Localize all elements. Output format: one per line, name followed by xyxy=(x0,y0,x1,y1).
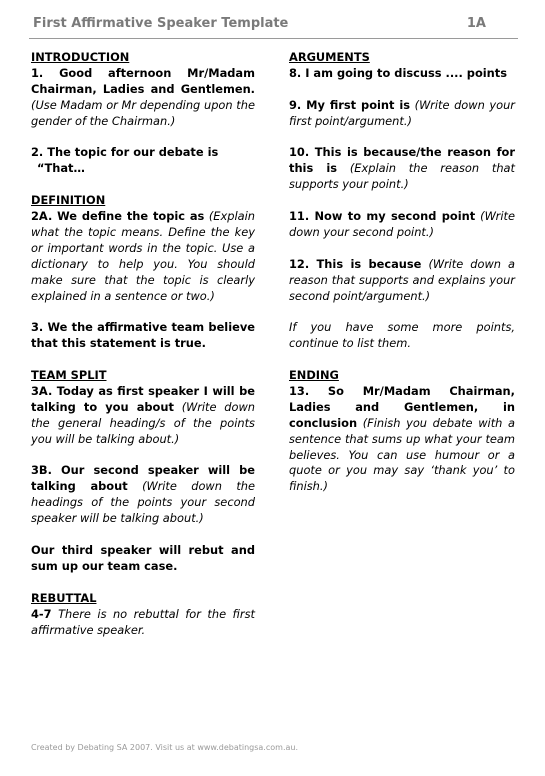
right-column xyxy=(289,50,515,511)
paragraph-item-3a xyxy=(31,384,255,448)
section-heading: DEFINITION xyxy=(31,193,106,208)
instruction-note: (Write down your first point/argument.) xyxy=(289,97,515,128)
section-introduction xyxy=(31,50,255,177)
paragraph-third-speaker xyxy=(31,543,255,575)
paragraph-item-8 xyxy=(289,66,515,82)
section-rebuttal xyxy=(31,591,255,639)
instruction-note: (Finish you debate with a sentence that sums up what your team believes. You can use humour or a quote or you may say ‘thank you’ to finish.) xyxy=(289,415,516,494)
prompt-text: 3. We the affirmative team believe that this statement is true. xyxy=(31,320,255,351)
instruction-note: (Use Madam or Mr depending upon the gender of the Chairman.) xyxy=(31,97,255,128)
section-team-split xyxy=(31,368,255,575)
section-heading: INTRODUCTION xyxy=(31,50,130,64)
prompt-text: 10. This is because/the reason for this is xyxy=(289,145,515,176)
header-divider xyxy=(29,38,518,39)
paragraph-item-13 xyxy=(289,384,515,495)
prompt-text: 3B. Our second speaker will be talking about xyxy=(31,463,255,494)
section-arguments xyxy=(289,50,515,352)
instruction-note: (Write down the headings of the points your second speaker will be talking about.) xyxy=(31,479,256,526)
prompt-text: 12. This is because xyxy=(289,256,422,271)
paragraph-item-11 xyxy=(289,209,515,241)
prompt-text: 3A. Today as first speaker I will be talking to you about xyxy=(31,383,255,414)
instruction-note: (Explain the reason that supports your point.) xyxy=(289,161,515,192)
paragraph-item-2a xyxy=(31,209,255,304)
paragraph-item-4-7 xyxy=(31,607,255,639)
prompt-text: 9. My first point is xyxy=(289,97,411,112)
paragraph-item-10 xyxy=(289,145,515,193)
prompt-text: 1. Good afternoon Mr/Madam Chairman, Ladies and Gentlemen. xyxy=(31,65,255,96)
document-code: 1A xyxy=(466,16,486,31)
page-header xyxy=(33,16,486,36)
paragraph-item-12 xyxy=(289,257,515,305)
prompt-text: 2A. We define the topic as xyxy=(31,209,205,224)
left-column xyxy=(31,50,255,654)
prompt-text: Our third speaker will rebut and sum up our team case. xyxy=(31,543,255,573)
prompt-text: 11. Now to my second point xyxy=(289,209,476,224)
instruction-note: There is no rebuttal for the first affirmative speaker. xyxy=(31,606,256,637)
prompt-text: 13. So Mr/Madam Chairman, Ladies and Gentlemen, in conclusion xyxy=(289,383,515,430)
instruction-note: (Write down the general heading/s of the points you will be talking about.) xyxy=(31,399,256,446)
prompt-text: 8. I am going to discuss .... points xyxy=(289,65,508,80)
paragraph-item-1 xyxy=(31,66,255,130)
paragraph-item-2 xyxy=(31,145,255,177)
instruction-note: (Write down a reason that supports and explains your second point/argument.) xyxy=(289,256,515,303)
prompt-text-quote: “That… xyxy=(37,161,85,176)
instruction-note: (Write down your second point.) xyxy=(289,209,515,239)
instruction-note: If you have some more points, continue to list them. xyxy=(289,320,515,351)
instruction-note: (Explain what the topic means. Define the key or important words in the topic. Use a dictionary to help you. You should make sure that the topic is clearly explained in a sentence or two.) xyxy=(31,209,255,303)
section-heading: REBUTTAL xyxy=(31,590,97,605)
prompt-text: 4-7 xyxy=(31,606,52,621)
paragraph-item-3b xyxy=(31,463,255,527)
section-heading: ENDING xyxy=(289,368,339,383)
section-heading: TEAM SPLIT xyxy=(31,368,107,383)
document-title: First Affirmative Speaker Template xyxy=(33,16,289,31)
paragraph-item-3 xyxy=(31,320,255,352)
prompt-text: 2. The topic for our debate is xyxy=(31,145,219,160)
section-definition xyxy=(31,193,255,352)
footer-credit: Created by Debating SA 2007. Visit us at www.debatingsa.com.au. xyxy=(31,743,298,752)
section-heading: ARGUMENTS xyxy=(289,50,370,64)
paragraph-more-points xyxy=(289,320,515,352)
section-ending xyxy=(289,368,515,495)
paragraph-item-9 xyxy=(289,98,515,130)
